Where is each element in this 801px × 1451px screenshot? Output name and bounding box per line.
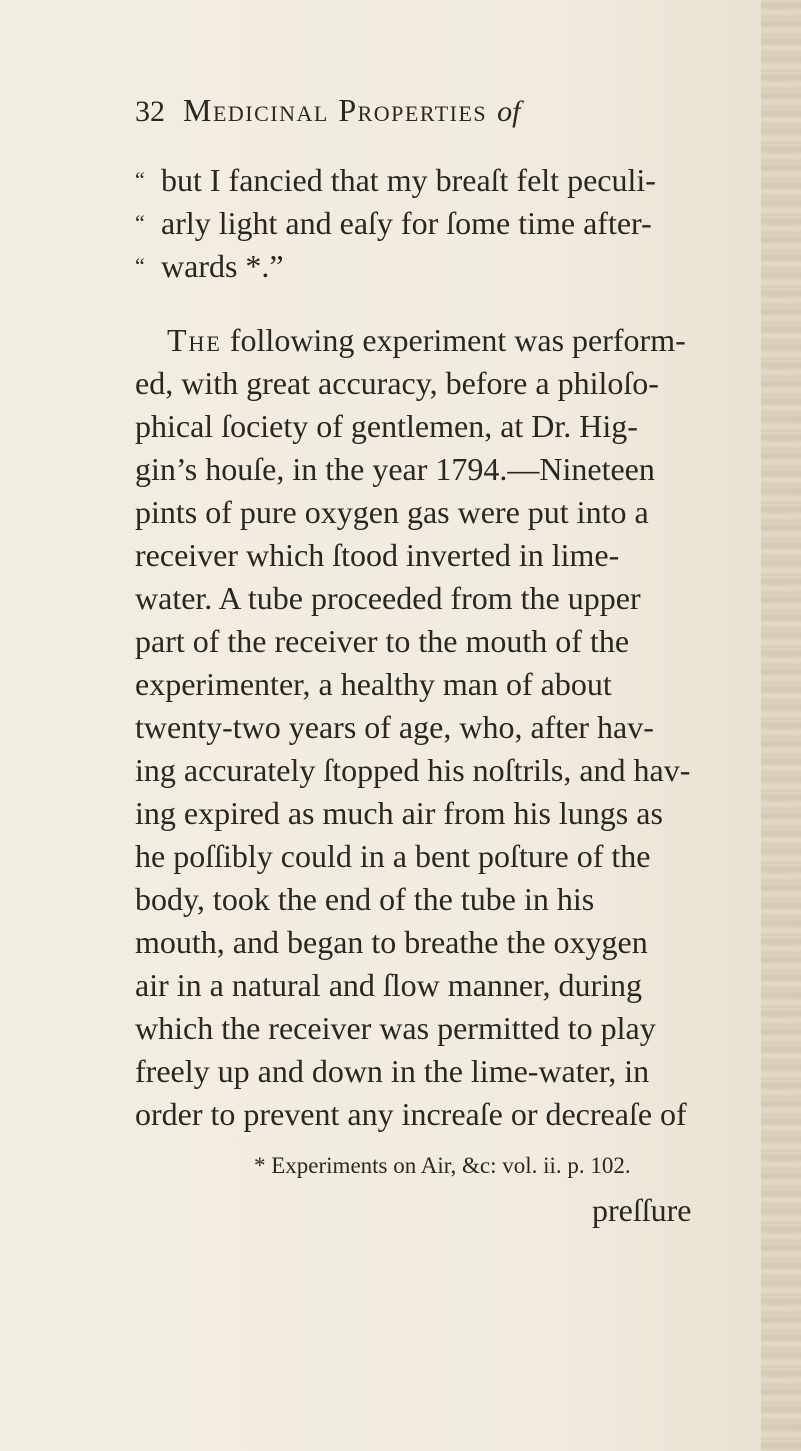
paragraph-line: part of the receiver to the mouth of the: [135, 623, 630, 659]
quote-line: [135, 246, 284, 286]
page-header: [135, 92, 735, 136]
paragraph-line: order to prevent any increaſe or decreaſe of: [135, 1096, 687, 1132]
paragraph-line: ing expired as much air from his lungs as: [135, 795, 663, 831]
paragraph-line: mouth, and began to breathe the oxygen: [135, 924, 648, 960]
paragraph-line: he poſſibly could in a bent poſture of the: [135, 838, 651, 874]
quote-line: [135, 160, 656, 200]
running-head-of: of: [497, 95, 521, 128]
paragraph-line: gin’s houſe, in the year 1794.—Nineteen: [135, 451, 655, 487]
running-head: Medicinal Properties: [183, 92, 488, 128]
paragraph-line: ing accurately ſtopped his noſtrils, and hav-: [135, 752, 691, 788]
paragraph-line: which the receiver was permitted to play: [135, 1010, 656, 1046]
paragraph-line: experimenter, a healthy man of about: [135, 666, 612, 702]
paragraph-line: body, took the end of the tube in his: [135, 881, 595, 917]
quote-line-text: arly light and eaſy for ſome time after-: [161, 205, 652, 241]
paragraph-line: receiver which ſtood inverted in lime-: [135, 537, 620, 573]
quote-line-text: wards *.”: [161, 248, 284, 284]
paragraph-first-line-text: following experiment was perform-: [221, 322, 686, 358]
paragraph-lead-word: The: [167, 322, 222, 358]
quote-mark: “: [135, 167, 145, 192]
footnote: * Experiments on Air, &c: vol. ii. p. 102.: [254, 1153, 631, 1178]
quote-line-text: but I fancied that my breaſt felt peculi-: [161, 162, 656, 198]
quote-mark: “: [135, 210, 145, 235]
page-number: 32: [135, 95, 165, 128]
paragraph-line: twenty-two years of age, who, after hav-: [135, 709, 654, 745]
quote-mark: “: [135, 253, 145, 278]
paragraph-line: ed, with great accuracy, before a philoſo-: [135, 365, 659, 401]
page-edge: [761, 0, 801, 1451]
paragraph-line: water. A tube proceeded from the upper: [135, 580, 641, 616]
paragraph-line: air in a natural and ſlow manner, during: [135, 967, 642, 1003]
paragraph-line: freely up and down in the lime-water, in: [135, 1053, 650, 1089]
paragraph-line: pints of pure oxygen gas were put into a: [135, 494, 649, 530]
paragraph-line: phical ſociety of gentlemen, at Dr. Hig-: [135, 408, 638, 444]
quote-line: [135, 203, 652, 243]
paragraph-first-line: [167, 320, 686, 360]
catchword: preſſure: [592, 1192, 692, 1228]
